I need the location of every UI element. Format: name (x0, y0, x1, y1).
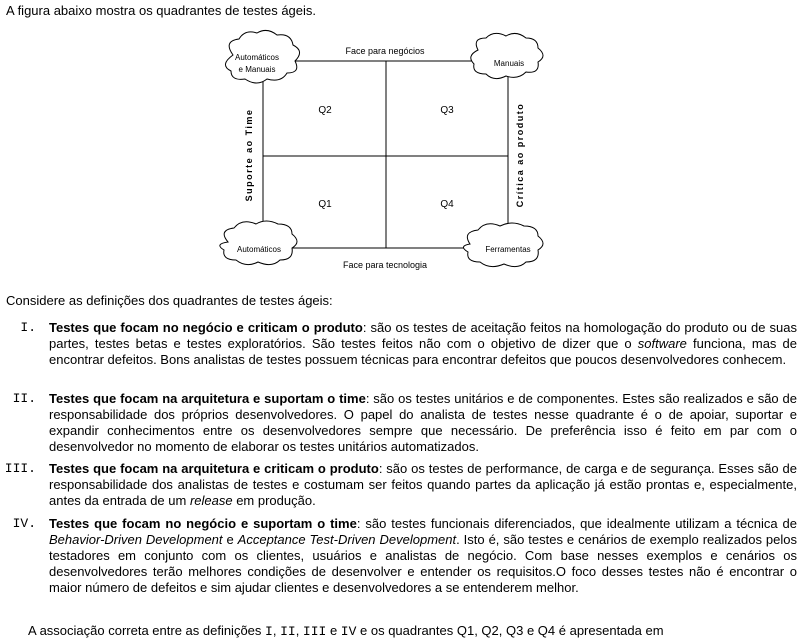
item-i-title: Testes que focam no negócio e criticam o produto (49, 320, 363, 335)
item-iv-body: : são testes funcionais diferenciados, que idealmente utilizam a técnica de (356, 516, 797, 531)
item-iii-body: : são os testes de performance, de carga e de segurança. Esses são de responsabilidade dos analistas de testes e costumam ser feitos quando partes da aplicação já estão prontas e, especialmente, antes da entrada de um (49, 461, 797, 508)
item-i (49, 320, 797, 368)
quadrant-grid (263, 61, 508, 248)
left-axis-label: Suporte ao Time (244, 108, 254, 202)
item-ii-body: : são os testes unitários e de componentes. Estes são realizados e são de responsabilidade dos próprios desenvolvedores. O papel do analista de testes nesse quadrante é o de apoiar, suportar e expandir conhecimentos entre os desenvolvedores sempre que necessário. De preferência isso é feito em par com o desenvolvedor no momento de elaborar os testes unitários automatizados. (49, 391, 797, 454)
agile-quadrants-diagram (0, 0, 805, 290)
final-r1: I (265, 624, 273, 639)
final-r2: II (280, 624, 296, 639)
item-iv-em2: Acceptance Test-Driven Development (237, 532, 457, 547)
final-suffix: e os quadrantes Q1, Q2, Q3 e Q4 é apresentada em (356, 623, 664, 638)
final-prefix: A associação correta entre as definições (28, 623, 266, 638)
item-ii-title: Testes que focam na arquitetura e suportam o time (49, 391, 366, 406)
cloud-bottom-right-label: Ferramentas (485, 245, 531, 254)
item-iii-body2: em produção. (232, 493, 316, 508)
quadrant-q2-label: Q2 (318, 105, 332, 116)
item-iv-body2: e (222, 532, 238, 547)
final-question (28, 623, 664, 639)
item-i-numeral: I. (20, 320, 36, 335)
final-r3: III (302, 624, 327, 639)
cloud-top-right (471, 33, 543, 78)
item-i-body2: funciona, mas de encontrar defeitos. Bons analistas de testes possuem técnicas para encontrar defeitos que poucos desenvolvedores conhecem. (49, 336, 797, 367)
cloud-top-left-line1: Automáticos (234, 53, 280, 62)
item-iii-numeral: III. (4, 461, 36, 476)
final-sep3: e (326, 623, 341, 638)
item-ii-numeral: II. (12, 391, 36, 406)
item-iv-em: Behavior-Driven Development (49, 532, 223, 547)
item-iii-title: Testes que focam na arquitetura e criticam o produto (49, 461, 379, 476)
item-i-body: : são os testes de aceitação feitos na homologação do produto ou de suas partes, testes betas e testes exploratórios. São testes feitos não com o objetivo de dizer que o (49, 320, 797, 351)
top-axis-label: Face para negócios (345, 46, 425, 56)
item-iii (49, 461, 797, 509)
final-sep2: , (295, 623, 303, 638)
quadrant-q4-label: Q4 (440, 199, 454, 210)
cloud-bottom-left-label: Automáticos (236, 245, 282, 254)
final-sep1: , (272, 623, 281, 638)
item-iii-em: release (189, 493, 233, 508)
consider-text: Considere as definições dos quadrantes de testes ágeis: (6, 293, 333, 308)
quadrant-q1-label: Q1 (318, 199, 332, 210)
item-iv-title: Testes que focam no negócio e suportam o time (49, 516, 357, 531)
bottom-axis-label: Face para tecnologia (342, 260, 428, 270)
cloud-top-right-label: Manuais (493, 59, 525, 68)
item-ii (49, 391, 797, 455)
quadrant-q3-label: Q3 (440, 105, 454, 116)
final-r4: IV (340, 624, 357, 639)
right-axis-label: Crítica ao produto (515, 102, 525, 208)
item-iv-body3: . Isto é, são testes e cenários de exemplo realizados pelos testadores em conjunto com os clientes, usuários e analistas de negócio. Com base nesses exemplos e cenários os desenvolvedores terão melhores condições de desenvolver e entender os requisitos.O foco desses testes não é encontrar o maior número de defeitos e sim ajudar clientes e desenvolvedores a se entenderem melhor. (49, 532, 797, 595)
item-i-em: software (637, 336, 687, 351)
item-iv (49, 516, 797, 596)
item-iv-numeral: IV. (12, 516, 36, 531)
cloud-top-left-line2: e Manuais (238, 65, 276, 74)
intro-text: A figura abaixo mostra os quadrantes de testes ágeis. (6, 3, 317, 18)
cloud-bottom-left (220, 221, 297, 265)
